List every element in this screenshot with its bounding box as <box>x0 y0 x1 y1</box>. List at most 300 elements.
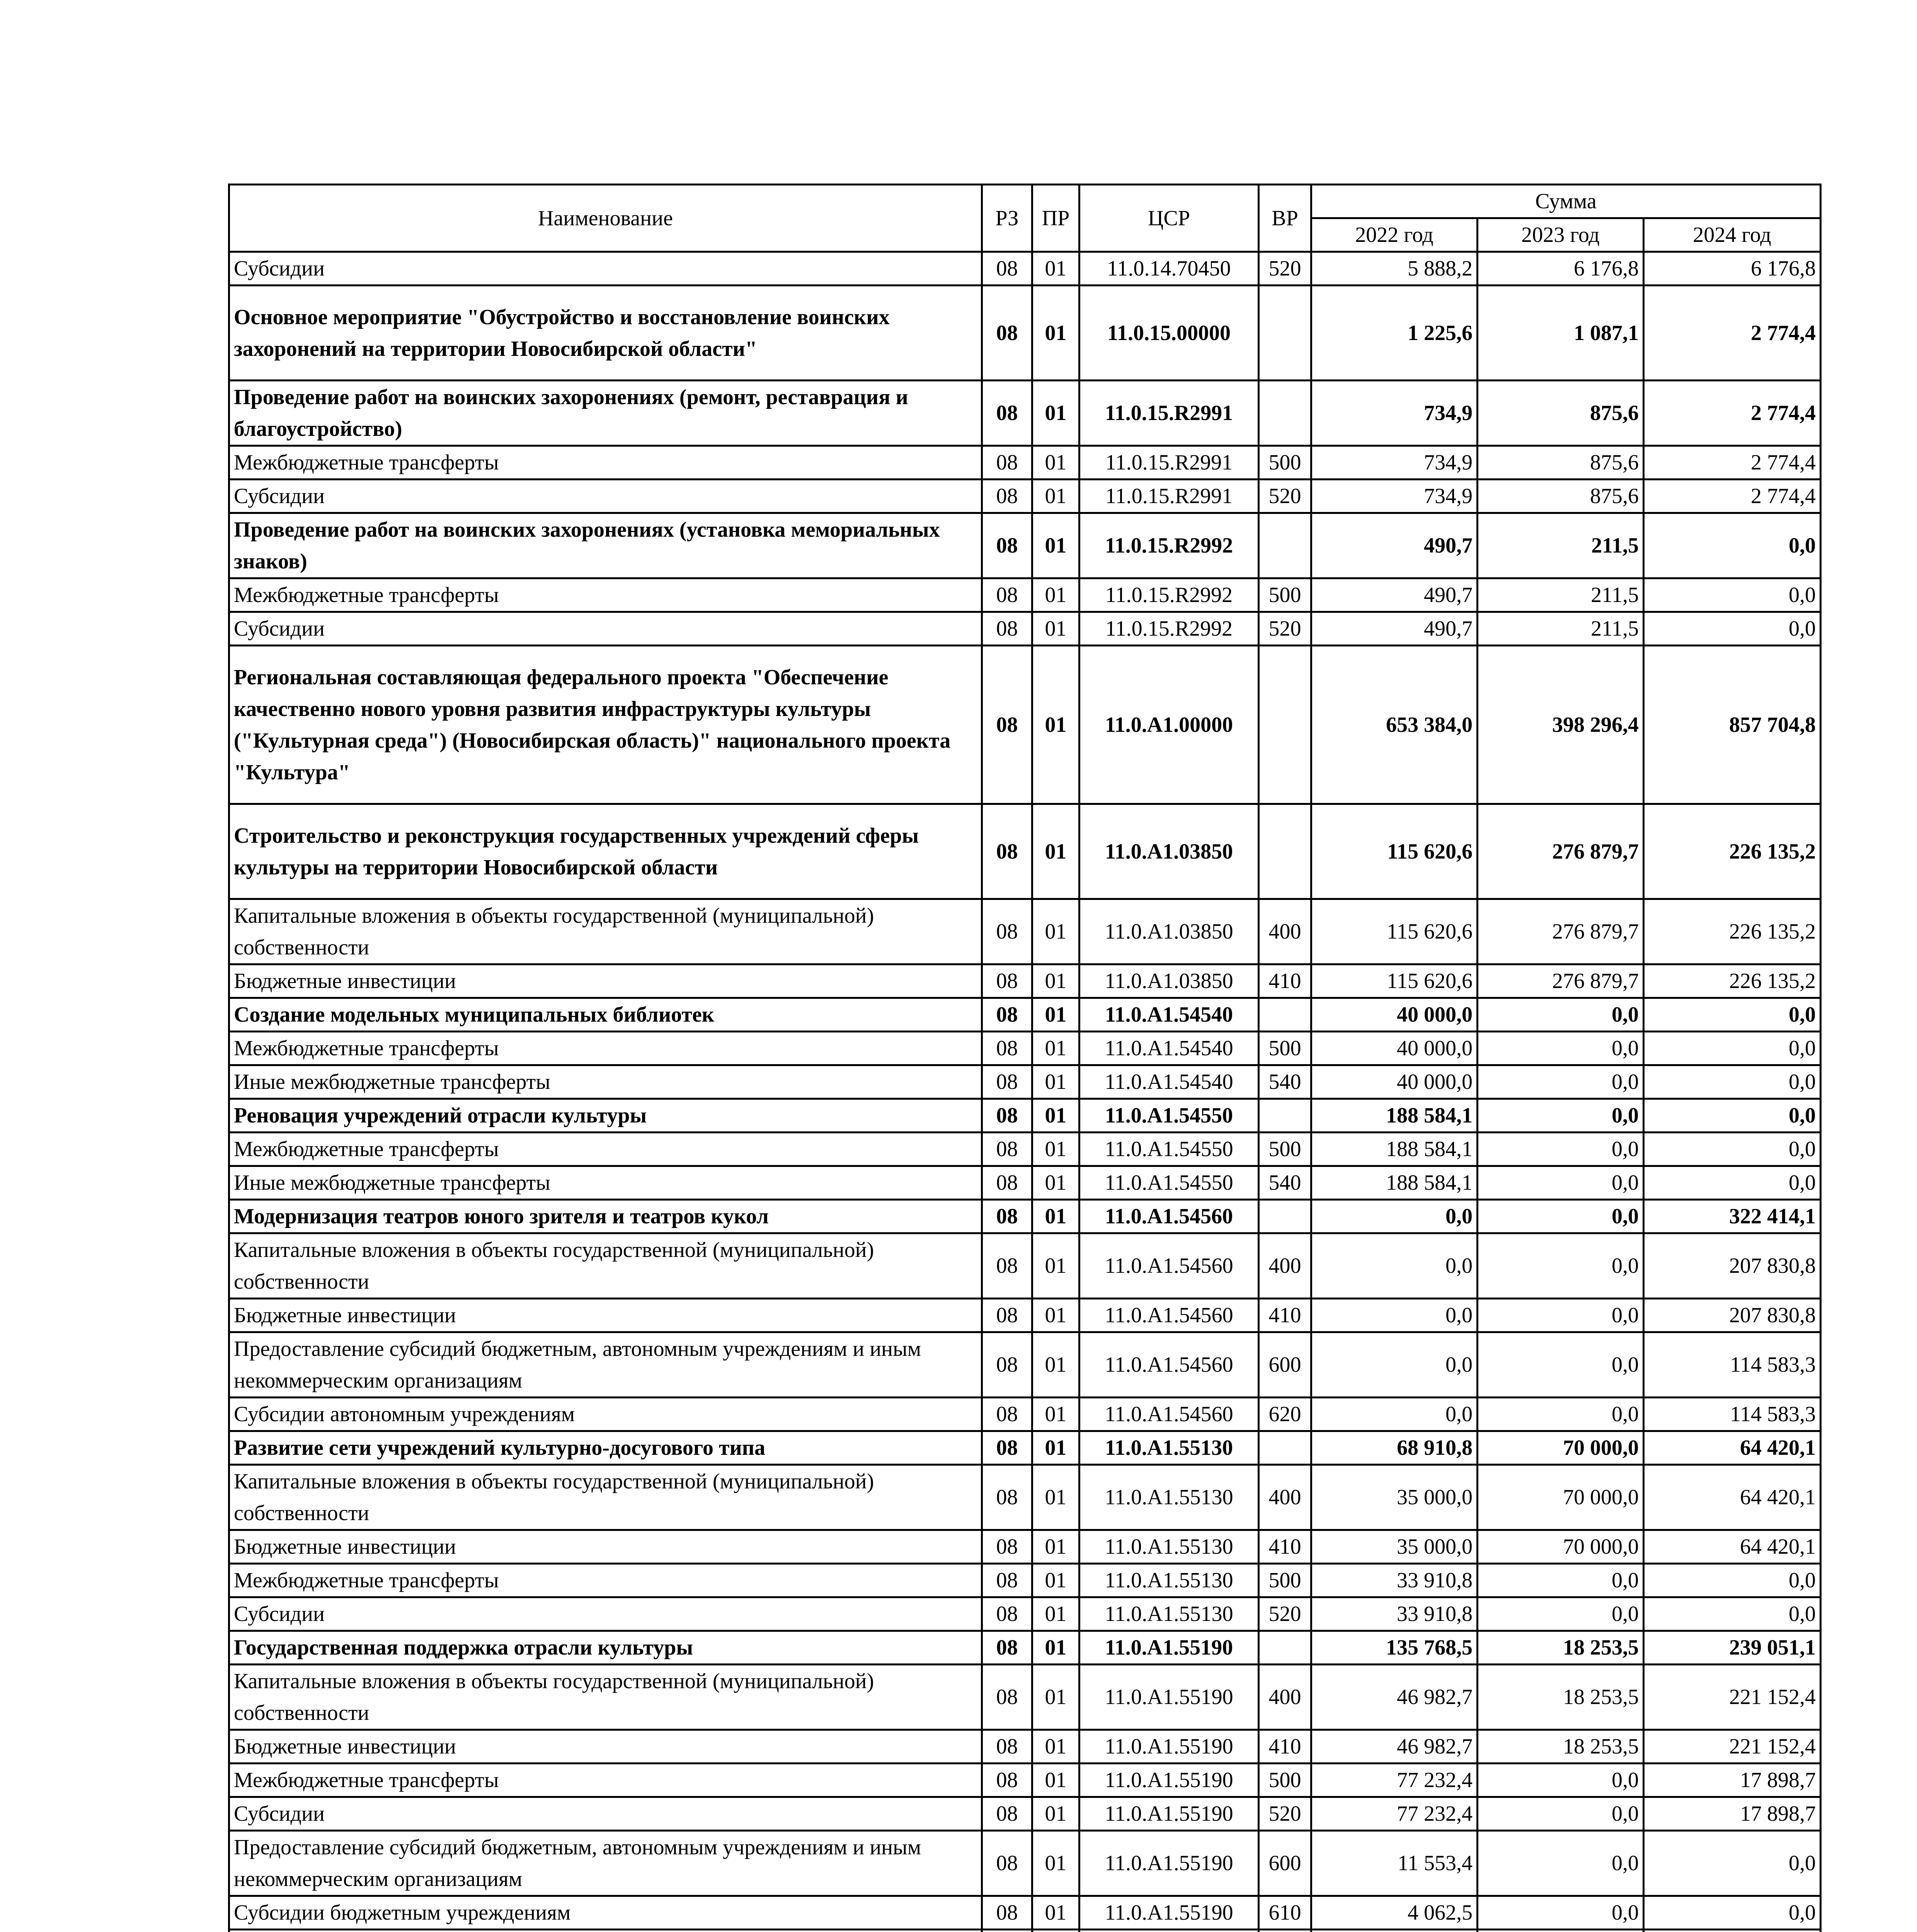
row-vr-cell: 410 <box>1259 1530 1311 1564</box>
table-row <box>229 1200 1821 1233</box>
row-2022-cell: 115 620,6 <box>1311 804 1478 899</box>
row-vr-cell: 600 <box>1259 1332 1311 1398</box>
row-2022-cell: 77 232,4 <box>1311 1764 1478 1797</box>
row-2023-cell: 6 176,8 <box>1478 252 1644 286</box>
row-name-cell: Субсидии <box>229 480 982 513</box>
row-pr-cell: 01 <box>1032 804 1079 899</box>
row-2023-cell: 70 000,0 <box>1478 1431 1644 1465</box>
row-vr-cell <box>1259 286 1311 381</box>
row-vr-cell: 500 <box>1259 1032 1311 1065</box>
table-row <box>229 1631 1821 1665</box>
row-csr-cell: 11.0.A1.54560 <box>1079 1332 1259 1398</box>
row-2023-cell <box>1478 1930 1644 1932</box>
table-row <box>229 1233 1821 1299</box>
row-pr-cell: 01 <box>1032 1065 1079 1099</box>
row-2024-cell: 0,0 <box>1644 1133 1821 1166</box>
table-row <box>229 1564 1821 1597</box>
row-rz-cell: 08 <box>982 964 1032 998</box>
row-vr-cell: 400 <box>1259 1665 1311 1730</box>
row-pr-cell: 01 <box>1032 1431 1079 1465</box>
row-vr-cell <box>1259 1930 1311 1932</box>
row-2024-cell: 2 774,4 <box>1644 381 1821 446</box>
row-rz-cell: 08 <box>982 1299 1032 1332</box>
row-csr-cell: 11.0.A1.55190 <box>1079 1764 1259 1797</box>
row-2023-cell: 0,0 <box>1478 1597 1644 1631</box>
row-csr-cell: 11.0.A1.55190 <box>1079 1797 1259 1831</box>
table-row <box>229 1398 1821 1431</box>
col-header-2023: 2023 год <box>1478 218 1644 252</box>
row-csr-cell: 11.0.15.R2991 <box>1079 381 1259 446</box>
row-2022-cell: 188 584,1 <box>1311 1133 1478 1166</box>
row-pr-cell: 01 <box>1032 1465 1079 1530</box>
table-row <box>229 381 1821 446</box>
row-pr-cell: 01 <box>1032 1299 1079 1332</box>
row-name-cell: Межбюджетные трансферты <box>229 446 982 480</box>
row-rz-cell: 08 <box>982 1730 1032 1764</box>
row-2022-cell: 46 982,7 <box>1311 1730 1478 1764</box>
row-pr-cell: 01 <box>1032 1233 1079 1299</box>
row-pr-cell: 01 <box>1032 381 1079 446</box>
table-row <box>229 1065 1821 1099</box>
row-2022-cell: 35 000,0 <box>1311 1465 1478 1530</box>
row-pr-cell: 01 <box>1032 1332 1079 1398</box>
row-csr-cell: 11.0.A1.55190 <box>1079 1896 1259 1930</box>
row-pr-cell: 01 <box>1032 1133 1079 1166</box>
row-2023-cell: 276 879,7 <box>1478 964 1644 998</box>
table-row <box>229 446 1821 480</box>
row-csr-cell: 11.0.A1.54540 <box>1079 1065 1259 1099</box>
row-rz-cell: 08 <box>982 1032 1032 1065</box>
row-csr-cell: 11.0.A1.55190 <box>1079 1631 1259 1665</box>
row-pr-cell: 01 <box>1032 252 1079 286</box>
row-rz-cell: 08 <box>982 1465 1032 1530</box>
row-2024-cell: 207 830,8 <box>1644 1233 1821 1299</box>
row-pr-cell: 01 <box>1032 1398 1079 1431</box>
row-pr-cell: 01 <box>1032 612 1079 646</box>
row-csr-cell: 11.0.A1.55130 <box>1079 1431 1259 1465</box>
row-csr-cell: 11.0.A1.03850 <box>1079 804 1259 899</box>
row-2024-cell <box>1644 1930 1821 1932</box>
table-row <box>229 1831 1821 1896</box>
row-vr-cell: 620 <box>1259 1398 1311 1431</box>
row-rz-cell: 08 <box>982 1764 1032 1797</box>
row-pr-cell: 01 <box>1032 286 1079 381</box>
row-vr-cell: 410 <box>1259 964 1311 998</box>
row-name-cell: Капитальные вложения в объекты государственной (муниципальной) собственности <box>229 1233 982 1299</box>
row-vr-cell: 540 <box>1259 1166 1311 1200</box>
row-2024-cell: 0,0 <box>1644 1032 1821 1065</box>
row-2024-cell: 6 176,8 <box>1644 252 1821 286</box>
row-2024-cell: 857 704,8 <box>1644 646 1821 804</box>
row-csr-cell: 11.0.A1.54550 <box>1079 1133 1259 1166</box>
row-csr-cell: 11.0.A1.55130 <box>1079 1597 1259 1631</box>
row-name-cell: Региональная составляющая федерального проекта "Обеспечение качественно нового уровня развития инфраструктуры культуры ("Культурная среда") (Новосибирская область)" национального проекта "Культура" <box>229 646 982 804</box>
row-2023-cell: 0,0 <box>1478 1797 1644 1831</box>
row-pr-cell: 01 <box>1032 1764 1079 1797</box>
row-name-cell: Государственная поддержка отрасли культуры <box>229 1631 982 1665</box>
row-csr-cell: 11.0.14.70450 <box>1079 252 1259 286</box>
row-rz-cell: 08 <box>982 1597 1032 1631</box>
row-rz-cell: 08 <box>982 446 1032 480</box>
row-name-cell: Субсидии бюджетным учреждениям <box>229 1896 982 1930</box>
row-pr-cell: 01 <box>1032 1166 1079 1200</box>
row-2022-cell: 0,0 <box>1311 1233 1478 1299</box>
row-2023-cell: 875,6 <box>1478 446 1644 480</box>
table-row <box>229 612 1821 646</box>
row-csr-cell: 11.0.A1.54560 <box>1079 1233 1259 1299</box>
row-pr-cell: 01 <box>1032 964 1079 998</box>
row-name-cell: Межбюджетные трансферты <box>229 1764 982 1797</box>
row-2023-cell: 0,0 <box>1478 1764 1644 1797</box>
row-vr-cell: 520 <box>1259 480 1311 513</box>
row-vr-cell <box>1259 804 1311 899</box>
row-pr-cell: 01 <box>1032 1530 1079 1564</box>
row-csr-cell: 11.0.A1.54540 <box>1079 998 1259 1032</box>
row-name-cell: Субсидии <box>229 1797 982 1831</box>
row-2023-cell: 18 253,5 <box>1478 1665 1644 1730</box>
row-rz-cell: 08 <box>982 899 1032 964</box>
row-2022-cell: 135 768,5 <box>1311 1631 1478 1665</box>
row-2024-cell: 0,0 <box>1644 1597 1821 1631</box>
row-name-cell: Межбюджетные трансферты <box>229 1133 982 1166</box>
row-vr-cell <box>1259 998 1311 1032</box>
row-2023-cell: 0,0 <box>1478 1831 1644 1896</box>
row-rz-cell: 08 <box>982 1065 1032 1099</box>
row-2024-cell: 17 898,7 <box>1644 1764 1821 1797</box>
row-pr-cell: 01 <box>1032 578 1079 612</box>
row-2023-cell: 0,0 <box>1478 998 1644 1032</box>
row-rz-cell: 08 <box>982 1200 1032 1233</box>
row-name-cell: Межбюджетные трансферты <box>229 1564 982 1597</box>
row-name-cell: Модернизация театров юного зрителя и театров кукол <box>229 1200 982 1233</box>
row-rz-cell: 08 <box>982 381 1032 446</box>
row-vr-cell <box>1259 1099 1311 1133</box>
row-2022-cell: 188 584,1 <box>1311 1166 1478 1200</box>
row-2022-cell: 68 910,8 <box>1311 1431 1478 1465</box>
row-vr-cell: 540 <box>1259 1065 1311 1099</box>
row-pr-cell: 01 <box>1032 1665 1079 1730</box>
row-vr-cell: 500 <box>1259 578 1311 612</box>
row-rz-cell: 08 <box>982 1431 1032 1465</box>
row-name-cell: Субсидии <box>229 252 982 286</box>
row-2023-cell: 70 000,0 <box>1478 1530 1644 1564</box>
table-row <box>229 1431 1821 1465</box>
table-row <box>229 1597 1821 1631</box>
row-2022-cell: 5 888,2 <box>1311 252 1478 286</box>
table-row <box>229 646 1821 804</box>
row-name-cell: Субсидии <box>229 1597 982 1631</box>
table-row <box>229 1730 1821 1764</box>
col-header-2024: 2024 год <box>1644 218 1821 252</box>
table-row <box>229 1530 1821 1564</box>
row-vr-cell: 400 <box>1259 1465 1311 1530</box>
row-csr-cell: 11.0.A1.54550 <box>1079 1166 1259 1200</box>
row-rz-cell: 08 <box>982 1631 1032 1665</box>
row-pr-cell: 01 <box>1032 1797 1079 1831</box>
row-vr-cell: 410 <box>1259 1299 1311 1332</box>
table-row <box>229 1896 1821 1930</box>
row-rz-cell: 08 <box>982 513 1032 578</box>
row-rz-cell: 08 <box>982 1530 1032 1564</box>
row-2024-cell: 2 774,4 <box>1644 480 1821 513</box>
row-2024-cell: 0,0 <box>1644 1099 1821 1133</box>
row-csr-cell: 11.0.15.R2992 <box>1079 612 1259 646</box>
row-rz-cell: 08 <box>982 1133 1032 1166</box>
row-2022-cell: 77 232,4 <box>1311 1797 1478 1831</box>
row-2022-cell: 33 910,8 <box>1311 1597 1478 1631</box>
row-2023-cell: 0,0 <box>1478 1065 1644 1099</box>
row-name-cell: Строительство и реконструкция государственных учреждений сферы культуры на территории Новосибирской области <box>229 804 982 899</box>
row-2023-cell: 0,0 <box>1478 1896 1644 1930</box>
row-csr-cell: 11.0.A1.55190 <box>1079 1831 1259 1896</box>
row-rz-cell: 08 <box>982 804 1032 899</box>
row-2023-cell: 0,0 <box>1478 1564 1644 1597</box>
row-2022-cell: 35 000,0 <box>1311 1530 1478 1564</box>
row-rz-cell: 08 <box>982 998 1032 1032</box>
row-rz-cell: 08 <box>982 1564 1032 1597</box>
row-2024-cell: 64 420,1 <box>1644 1431 1821 1465</box>
table-row <box>229 1797 1821 1831</box>
row-2023-cell: 70 000,0 <box>1478 1465 1644 1530</box>
table-row <box>229 1665 1821 1730</box>
row-name-cell: Бюджетные инвестиции <box>229 1530 982 1564</box>
row-pr-cell: 01 <box>1032 1099 1079 1133</box>
row-name-cell: Капитальные вложения в объекты государственной (муниципальной) собственности <box>229 1465 982 1530</box>
row-pr-cell: 01 <box>1032 1200 1079 1233</box>
row-rz-cell: 08 <box>982 646 1032 804</box>
row-2023-cell: 276 879,7 <box>1478 804 1644 899</box>
row-2024-cell: 0,0 <box>1644 578 1821 612</box>
row-name-cell: Реновация учреждений отрасли культуры <box>229 1099 982 1133</box>
row-name-cell: Бюджетные инвестиции <box>229 964 982 998</box>
row-vr-cell: 400 <box>1259 1233 1311 1299</box>
row-csr-cell: 11.0.A1.54560 <box>1079 1200 1259 1233</box>
row-name-cell: Иные межбюджетные трансферты <box>229 1166 982 1200</box>
row-vr-cell: 520 <box>1259 252 1311 286</box>
row-2023-cell: 0,0 <box>1478 1166 1644 1200</box>
row-vr-cell <box>1259 1431 1311 1465</box>
row-2022-cell: 490,7 <box>1311 612 1478 646</box>
row-csr-cell: 11.0.A1.55190 <box>1079 1665 1259 1730</box>
row-csr-cell: 11.0.A1.54550 <box>1079 1099 1259 1133</box>
row-csr-cell: 11.0.A1.03850 <box>1079 899 1259 964</box>
row-2023-cell: 0,0 <box>1478 1032 1644 1065</box>
row-csr-cell: 11.0.15.00000 <box>1079 286 1259 381</box>
row-rz-cell: 08 <box>982 1398 1032 1431</box>
row-vr-cell: 500 <box>1259 1764 1311 1797</box>
row-vr-cell: 520 <box>1259 1597 1311 1631</box>
row-vr-cell <box>1259 1631 1311 1665</box>
row-rz-cell: 08 <box>982 286 1032 381</box>
table-row <box>229 964 1821 998</box>
row-2023-cell: 875,6 <box>1478 480 1644 513</box>
col-header-sum: Сумма <box>1311 185 1821 218</box>
row-pr-cell: 01 <box>1032 1730 1079 1764</box>
row-2024-cell: 0,0 <box>1644 612 1821 646</box>
row-name-cell <box>229 1930 982 1932</box>
row-name-cell: Межбюджетные трансферты <box>229 578 982 612</box>
row-2024-cell: 0,0 <box>1644 1896 1821 1930</box>
row-2023-cell: 18 253,5 <box>1478 1631 1644 1665</box>
row-2024-cell: 64 420,1 <box>1644 1530 1821 1564</box>
row-2022-cell <box>1311 1930 1478 1932</box>
row-rz-cell: 08 <box>982 480 1032 513</box>
row-2024-cell: 239 051,1 <box>1644 1631 1821 1665</box>
row-2022-cell: 0,0 <box>1311 1299 1478 1332</box>
table-row <box>229 1032 1821 1065</box>
row-csr-cell: 11.0.A1.54560 <box>1079 1398 1259 1431</box>
row-2022-cell: 46 982,7 <box>1311 1665 1478 1730</box>
row-vr-cell <box>1259 646 1311 804</box>
row-vr-cell: 600 <box>1259 1831 1311 1896</box>
row-rz-cell: 08 <box>982 1332 1032 1398</box>
budget-table <box>228 184 1822 1932</box>
table-row <box>229 1930 1821 1932</box>
row-vr-cell: 500 <box>1259 1133 1311 1166</box>
row-2024-cell: 64 420,1 <box>1644 1465 1821 1530</box>
row-pr-cell: 01 <box>1032 998 1079 1032</box>
row-2023-cell: 0,0 <box>1478 1099 1644 1133</box>
row-2023-cell: 18 253,5 <box>1478 1730 1644 1764</box>
row-pr-cell: 01 <box>1032 1032 1079 1065</box>
row-2024-cell: 114 583,3 <box>1644 1398 1821 1431</box>
row-pr-cell: 01 <box>1032 513 1079 578</box>
row-2024-cell: 226 135,2 <box>1644 964 1821 998</box>
row-csr-cell: 11.0.A1.55130 <box>1079 1564 1259 1597</box>
row-vr-cell: 610 <box>1259 1896 1311 1930</box>
row-2022-cell: 0,0 <box>1311 1200 1478 1233</box>
row-csr-cell: 11.0.A1.55130 <box>1079 1465 1259 1530</box>
table-row <box>229 513 1821 578</box>
row-name-cell: Создание модельных муниципальных библиотек <box>229 998 982 1032</box>
col-header-pr: ПР <box>1032 185 1079 252</box>
row-2022-cell: 40 000,0 <box>1311 998 1478 1032</box>
row-2022-cell: 734,9 <box>1311 480 1478 513</box>
table-row <box>229 1166 1821 1200</box>
row-2022-cell: 734,9 <box>1311 381 1478 446</box>
row-2024-cell: 207 830,8 <box>1644 1299 1821 1332</box>
row-2023-cell: 0,0 <box>1478 1200 1644 1233</box>
row-rz-cell: 08 <box>982 1233 1032 1299</box>
row-2023-cell: 211,5 <box>1478 513 1644 578</box>
row-2023-cell: 0,0 <box>1478 1398 1644 1431</box>
table-row <box>229 998 1821 1032</box>
row-name-cell: Межбюджетные трансферты <box>229 1032 982 1065</box>
row-rz-cell: 08 <box>982 1166 1032 1200</box>
row-csr-cell: 11.0.15.R2991 <box>1079 480 1259 513</box>
row-rz-cell: 08 <box>982 1099 1032 1133</box>
row-2023-cell: 211,5 <box>1478 578 1644 612</box>
table-row <box>229 286 1821 381</box>
row-2022-cell: 0,0 <box>1311 1332 1478 1398</box>
row-csr-cell: 11.0.A1.00000 <box>1079 646 1259 804</box>
row-name-cell: Предоставление субсидий бюджетным, автономным учреждениям и иным некоммерческим организациям <box>229 1831 982 1896</box>
row-2022-cell: 734,9 <box>1311 446 1478 480</box>
row-rz-cell: 08 <box>982 1831 1032 1896</box>
row-pr-cell: 01 <box>1032 1831 1079 1896</box>
row-rz-cell <box>982 1930 1032 1932</box>
row-pr-cell: 01 <box>1032 446 1079 480</box>
row-name-cell: Субсидии автономным учреждениям <box>229 1398 982 1431</box>
row-csr-cell: 11.0.A1.54540 <box>1079 1032 1259 1065</box>
row-2022-cell: 40 000,0 <box>1311 1032 1478 1065</box>
row-pr-cell: 01 <box>1032 1631 1079 1665</box>
row-2024-cell: 226 135,2 <box>1644 899 1821 964</box>
row-vr-cell: 520 <box>1259 612 1311 646</box>
row-rz-cell: 08 <box>982 1665 1032 1730</box>
row-2024-cell: 114 583,3 <box>1644 1332 1821 1398</box>
row-name-cell: Капитальные вложения в объекты государственной (муниципальной) собственности <box>229 899 982 964</box>
row-vr-cell: 400 <box>1259 899 1311 964</box>
row-name-cell: Иные межбюджетные трансферты <box>229 1065 982 1099</box>
row-name-cell: Предоставление субсидий бюджетным, автономным учреждениям и иным некоммерческим организациям <box>229 1332 982 1398</box>
row-csr-cell <box>1079 1930 1259 1932</box>
row-2022-cell: 11 553,4 <box>1311 1831 1478 1896</box>
row-vr-cell <box>1259 381 1311 446</box>
row-vr-cell: 520 <box>1259 1797 1311 1831</box>
row-2024-cell: 2 774,4 <box>1644 446 1821 480</box>
row-pr-cell: 01 <box>1032 480 1079 513</box>
row-2022-cell: 1 225,6 <box>1311 286 1478 381</box>
row-name-cell: Субсидии <box>229 612 982 646</box>
row-2022-cell: 490,7 <box>1311 513 1478 578</box>
row-name-cell: Развитие сети учреждений культурно-досугового типа <box>229 1431 982 1465</box>
table-row <box>229 252 1821 286</box>
row-2022-cell: 40 000,0 <box>1311 1065 1478 1099</box>
table-row <box>229 1332 1821 1398</box>
row-2024-cell: 0,0 <box>1644 1831 1821 1896</box>
row-csr-cell: 11.0.A1.55130 <box>1079 1530 1259 1564</box>
row-rz-cell: 08 <box>982 578 1032 612</box>
row-pr-cell: 01 <box>1032 899 1079 964</box>
row-2023-cell: 0,0 <box>1478 1233 1644 1299</box>
row-name-cell: Проведение работ на воинских захоронениях (установка мемориальных знаков) <box>229 513 982 578</box>
row-2024-cell: 0,0 <box>1644 1564 1821 1597</box>
row-vr-cell: 500 <box>1259 1564 1311 1597</box>
row-name-cell: Бюджетные инвестиции <box>229 1730 982 1764</box>
row-vr-cell: 500 <box>1259 446 1311 480</box>
row-2024-cell: 0,0 <box>1644 998 1821 1032</box>
row-vr-cell <box>1259 513 1311 578</box>
table-row <box>229 899 1821 964</box>
row-csr-cell: 11.0.15.R2992 <box>1079 513 1259 578</box>
row-2024-cell: 221 152,4 <box>1644 1730 1821 1764</box>
row-name-cell: Бюджетные инвестиции <box>229 1299 982 1332</box>
row-2024-cell: 221 152,4 <box>1644 1665 1821 1730</box>
row-2022-cell: 4 062,5 <box>1311 1896 1478 1930</box>
row-name-cell: Проведение работ на воинских захоронениях (ремонт, реставрация и благоустройство) <box>229 381 982 446</box>
table-row <box>229 1299 1821 1332</box>
row-pr-cell <box>1032 1930 1079 1932</box>
col-header-csr: ЦСР <box>1079 185 1259 252</box>
table-row <box>229 1099 1821 1133</box>
row-pr-cell: 01 <box>1032 1896 1079 1930</box>
row-2022-cell: 653 384,0 <box>1311 646 1478 804</box>
row-2024-cell: 0,0 <box>1644 513 1821 578</box>
row-2022-cell: 0,0 <box>1311 1398 1478 1431</box>
row-2023-cell: 0,0 <box>1478 1332 1644 1398</box>
table-row <box>229 1764 1821 1797</box>
table-row <box>229 804 1821 899</box>
row-2023-cell: 211,5 <box>1478 612 1644 646</box>
row-2024-cell: 0,0 <box>1644 1166 1821 1200</box>
row-rz-cell: 08 <box>982 1797 1032 1831</box>
row-2022-cell: 490,7 <box>1311 578 1478 612</box>
row-name-cell: Капитальные вложения в объекты государственной (муниципальной) собственности <box>229 1665 982 1730</box>
table-body <box>229 252 1821 1932</box>
row-2023-cell: 398 296,4 <box>1478 646 1644 804</box>
row-2023-cell: 875,6 <box>1478 381 1644 446</box>
